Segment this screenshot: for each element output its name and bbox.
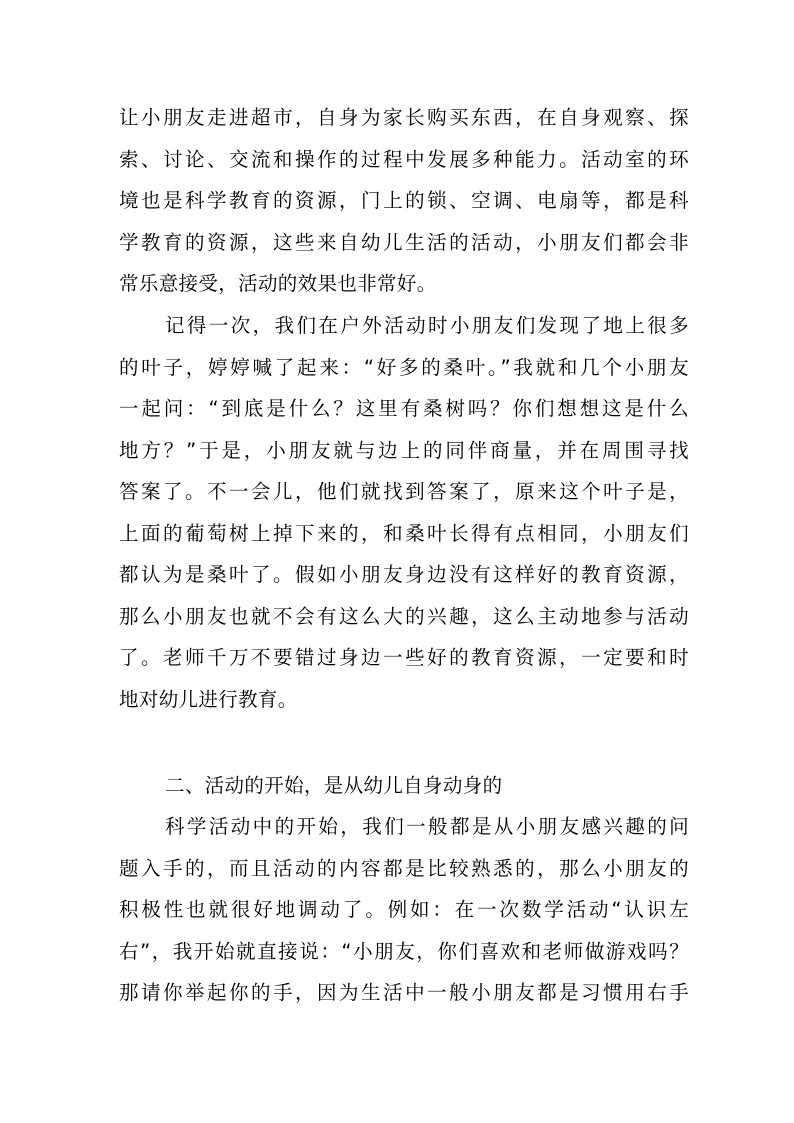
paragraph-line: 那请你举起你的手，因为生活中一般小朋友都是习惯用右手 [119,981,689,1004]
paragraph-line: 常乐意接受，活动的效果也非常好。 [119,272,437,295]
paragraph-line: 地对幼儿进行教育。 [119,687,298,711]
paragraph-line: 积极性也就很好地调动了。例如：在一次数学活动“认识左 [119,898,689,921]
paragraph-line: 学教育的资源，这些来自幼儿生活的活动，小朋友们都会非 [119,230,689,254]
section-heading: 二、活动的开始，是从幼儿自身动身的 [165,774,503,797]
paragraph-line: 上面的葡萄树上掉下来的，和桑叶长得有点相同，小朋友们 [119,521,689,545]
paragraph-line: 题入手的，而且活动的内容都是比较熟悉的，那么小朋友的 [119,856,689,880]
paragraph-line: 答案了。不一会儿，他们就找到答案了，原来这个叶子是， [119,480,689,503]
paragraph-line: 地方？”于是，小朋友就与边上的同伴商量，并在周围寻找 [119,438,689,462]
paragraph-line: 一起问：“到底是什么？这里有桑树吗？你们想想这是什么 [119,397,689,420]
paragraph-line: 索、讨论、交流和操作的过程中发展多种能力。活动室的环 [119,147,689,171]
paragraph-line: 科学活动中的开始，我们一般都是从小朋友感兴趣的问 [165,815,689,838]
paragraph-line: 让小朋友走进超市，自身为家长购买东西，在自身观察、探 [119,106,689,129]
paragraph-3 [119,806,689,1014]
paragraph-line: 右”，我开始就直接说：“小朋友，你们喜欢和老师做游戏吗？ [119,939,689,963]
paragraph-line: 那么小朋友也就不会有这么大的兴趣，这么主动地参与活动 [119,604,689,628]
paragraph-line: 的叶子，婷婷喊了起来：“好多的桑叶。”我就和几个小朋友 [119,355,689,379]
paragraph-line: 了。老师千万不要错过身边一些好的教育资源，一定要和时 [119,646,689,669]
paragraph-2 [119,305,689,720]
paragraph-line: 境也是科学教育的资源，门上的锁、空调、电扇等，都是科 [119,189,689,212]
paragraph-line: 记得一次，我们在户外活动时小朋友们发现了地上很多 [165,314,689,337]
paragraph-line: 都认为是桑叶了。假如小朋友身边没有这样好的教育资源， [119,563,689,586]
paragraph-1 [119,97,689,305]
